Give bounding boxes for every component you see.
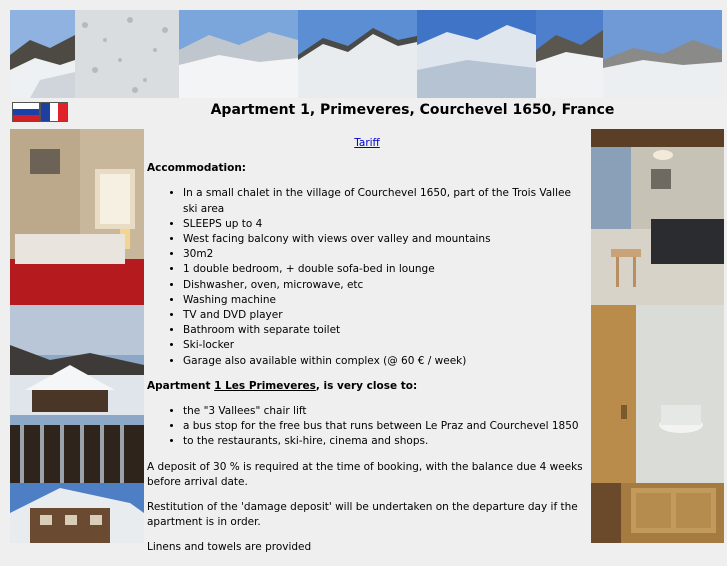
page-title: Apartment 1, Primeveres, Courchevel 1650, France bbox=[210, 102, 615, 118]
linens-paragraph: Linens and towels are provided bbox=[147, 541, 312, 554]
bathroom-photo bbox=[591, 305, 724, 483]
accommodation-heading: Accommodation: bbox=[147, 162, 246, 175]
tariff-link[interactable]: Tariff bbox=[354, 137, 380, 149]
banner-photo-4 bbox=[298, 10, 417, 98]
list-item: • 1 double bedroom, + double sofa-bed in lounge bbox=[183, 262, 587, 277]
list-item: • 30m2 bbox=[183, 247, 587, 262]
list-item: • Dishwasher, oven, microwave, etc bbox=[183, 278, 587, 293]
list-item: • Ski-locker bbox=[183, 338, 587, 353]
list-item: • Garage also available within complex (@ 60 € / week) bbox=[183, 354, 587, 369]
tariff-row bbox=[147, 136, 587, 151]
list-item: • SLEEPS up to 4 bbox=[183, 217, 587, 232]
list-item: • In a small chalet in the village of Courchevel 1650, part of the Trois Vallee ski area bbox=[183, 186, 587, 216]
balcony-view-photo bbox=[10, 305, 144, 483]
restitution-paragraph: Restitution of the 'damage deposit' will be undertaken on the departure day if the apartment is in order. bbox=[147, 501, 578, 529]
left-photo-column bbox=[10, 129, 144, 543]
language-selector bbox=[12, 102, 68, 122]
primeveres-link[interactable]: 1 Les Primeveres bbox=[214, 379, 316, 392]
chalet-photo bbox=[10, 483, 144, 543]
list-item: • TV and DVD player bbox=[183, 308, 587, 323]
bedroom-photo bbox=[10, 129, 144, 305]
banner-photo-1 bbox=[10, 10, 75, 98]
banner-photo-6 bbox=[536, 10, 603, 98]
list-item: • to the restaurants, ski-hire, cinema and shops. bbox=[183, 434, 587, 449]
kitchen-photo bbox=[591, 483, 724, 543]
list-item: • Washing machine bbox=[183, 293, 587, 308]
lounge-photo bbox=[591, 129, 724, 305]
list-item: • Bathroom with separate toilet bbox=[183, 323, 587, 338]
banner-photo-3 bbox=[179, 10, 298, 98]
right-photo-column bbox=[591, 129, 724, 543]
deposit-paragraph: A deposit of 30 % is required at the time of booking, with the balance due 4 weeks before arrival date. bbox=[147, 460, 583, 488]
close-heading-suffix: , is very close to: bbox=[315, 379, 418, 392]
banner-photo-2 bbox=[75, 10, 179, 98]
list-item: • a bus stop for the free bus that runs between Le Praz and Courchevel 1850 bbox=[183, 419, 587, 434]
close-heading-prefix: Apartment bbox=[147, 379, 215, 392]
accommodation-list bbox=[147, 186, 587, 368]
banner-photo-5 bbox=[417, 10, 536, 98]
main-content bbox=[147, 136, 587, 566]
header-photo-banner bbox=[10, 10, 722, 98]
list-item: • the "3 Vallees" chair lift bbox=[183, 404, 587, 419]
banner-photo-7 bbox=[603, 10, 722, 98]
close-to-list bbox=[147, 404, 587, 450]
french-flag-icon[interactable] bbox=[40, 102, 68, 122]
russian-flag-icon[interactable] bbox=[12, 102, 40, 122]
list-item: • West facing balcony with views over valley and mountains bbox=[183, 232, 587, 247]
close-to-heading bbox=[147, 379, 587, 394]
